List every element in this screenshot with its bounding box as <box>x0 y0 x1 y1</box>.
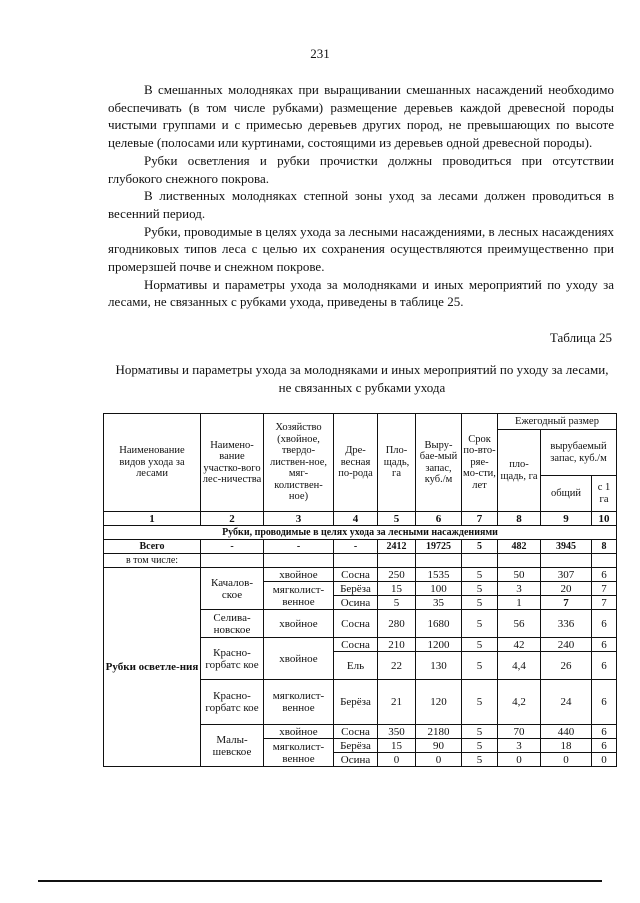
including-label: в том числе: <box>104 554 201 568</box>
total-label: Всего <box>104 540 201 554</box>
forestry-cell: Красно-горбатс кое <box>201 638 264 680</box>
farm-cell: хвойное <box>264 568 334 582</box>
col-number: 8 <box>498 512 541 526</box>
table-cell: 482 <box>498 540 541 554</box>
table-cell: 280 <box>378 610 416 638</box>
table-cell: 5 <box>462 739 498 753</box>
header-stock: Выру-бае-мый запас, куб./м <box>416 414 462 512</box>
table-cell: 5 <box>462 568 498 582</box>
table-cell: 18 <box>541 739 592 753</box>
table-cell: 24 <box>541 680 592 725</box>
header-total: общий <box>541 476 592 512</box>
table-cell: 336 <box>541 610 592 638</box>
table-cell: 4,4 <box>498 652 541 680</box>
table-cell: 2412 <box>378 540 416 554</box>
table-cell: 6 <box>592 568 617 582</box>
table-cell: 5 <box>378 596 416 610</box>
table-cell: 8 <box>592 540 617 554</box>
table-cell: 0 <box>498 753 541 767</box>
table-cell: 1680 <box>416 610 462 638</box>
species-cell: Ель <box>334 652 378 680</box>
header-forestry: Наимено-вание участко-вого лес-ничества <box>201 414 264 512</box>
table-cell: 5 <box>462 638 498 652</box>
table-label: Таблица 25 <box>549 330 612 345</box>
table-cell: 250 <box>378 568 416 582</box>
farm-cell: мягколист-венное <box>264 582 334 610</box>
section-title: Рубки, проводимые в целях ухода за лесными насаждениями <box>104 526 617 540</box>
table-cell: 35 <box>416 596 462 610</box>
body-text <box>108 81 614 311</box>
table-cell: 21 <box>378 680 416 725</box>
table-cell: 307 <box>541 568 592 582</box>
table-cell: 3945 <box>541 540 592 554</box>
table-cell: 1 <box>498 596 541 610</box>
header-period: Срок по-вто-ряе-мо-сти, лет <box>462 414 498 512</box>
table-cell: 15 <box>378 582 416 596</box>
species-cell: Сосна <box>334 638 378 652</box>
farm-cell: хвойное <box>264 638 334 680</box>
header-area: Пло-щадь, га <box>378 414 416 512</box>
table-cell: 70 <box>498 725 541 739</box>
table-cell: 1200 <box>416 638 462 652</box>
paragraph-2: Рубки осветления и рубки прочистки должны проводиться при отсутствии глубокого снежного покрова. <box>108 152 614 186</box>
table-cell: 5 <box>462 652 498 680</box>
table-cell: 3 <box>498 582 541 596</box>
table-cell: 0 <box>416 753 462 767</box>
species-cell: Осина <box>334 596 378 610</box>
forestry-cell: Красно-горбатс кое <box>201 680 264 725</box>
table-cell: 5 <box>462 610 498 638</box>
header-annual-area: пло-щадь, га <box>498 430 541 512</box>
table-cell: 100 <box>416 582 462 596</box>
table-cell: 240 <box>541 638 592 652</box>
header-farm: Хозяйство (хвойное, твердо-листвен-ное, мяг-колиствен-ное) <box>264 414 334 512</box>
header-per-ha: с 1 га <box>592 476 617 512</box>
col-number: 10 <box>592 512 617 526</box>
table-cell: 26 <box>541 652 592 680</box>
table-cell: 0 <box>592 753 617 767</box>
col-number: 5 <box>378 512 416 526</box>
table-cell: 1535 <box>416 568 462 582</box>
farm-cell: хвойное <box>264 610 334 638</box>
paragraph-3: В лиственных молодняках степной зоны уход за лесами должен проводиться в весенний период. <box>108 188 614 221</box>
forestry-cell: Селива-новское <box>201 610 264 638</box>
table-cell: 120 <box>416 680 462 725</box>
col-number: 3 <box>264 512 334 526</box>
table-cell: 2180 <box>416 725 462 739</box>
col-number: 7 <box>462 512 498 526</box>
species-cell: Сосна <box>334 610 378 638</box>
table-cell: 7 <box>592 582 617 596</box>
header-cut-stock: вырубаемый запас, куб./м <box>541 430 617 476</box>
farm-cell: мягколист-венное <box>264 739 334 767</box>
table-cell: 440 <box>541 725 592 739</box>
table-cell: 130 <box>416 652 462 680</box>
species-cell: Осина <box>334 753 378 767</box>
footer-divider <box>38 880 602 882</box>
species-cell: Сосна <box>334 725 378 739</box>
col-number: 6 <box>416 512 462 526</box>
table-cell: 20 <box>541 582 592 596</box>
table-cell: 6 <box>592 610 617 638</box>
species-cell: Берёза <box>334 680 378 725</box>
col-number: 9 <box>541 512 592 526</box>
table-cell: 15 <box>378 739 416 753</box>
col-number: 4 <box>334 512 378 526</box>
table-cell: 6 <box>592 725 617 739</box>
table-cell: 3 <box>498 739 541 753</box>
table-cell: - <box>264 540 334 554</box>
table-cell: 5 <box>462 753 498 767</box>
table-cell: 5 <box>462 582 498 596</box>
table-cell: 6 <box>592 680 617 725</box>
forestry-cell: Малы-шевское <box>201 725 264 767</box>
table-cell: 210 <box>378 638 416 652</box>
table-cell: 42 <box>498 638 541 652</box>
table-cell: 6 <box>592 652 617 680</box>
farm-cell: мягколист-венное <box>264 680 334 725</box>
table-cell: 90 <box>416 739 462 753</box>
farm-cell: хвойное <box>264 725 334 739</box>
paragraph-4: Рубки, проводимые в целях ухода за лесными насаждениями, в лесных насаждениях ягодниковых типов леса с целью их сохранения осуществляются преимущественно при промерзшей почве и снежном покрове. <box>108 223 614 275</box>
species-cell: Берёза <box>334 739 378 753</box>
table-cell: 19725 <box>416 540 462 554</box>
col-number: 2 <box>201 512 264 526</box>
forestry-cell: Качалов-ское <box>201 568 264 610</box>
table-cell: 5 <box>462 680 498 725</box>
paragraph-1: В смешанных молодняках при выращивании смешанных насаждений необходимо обеспечивать (в том числе рубками) размещение деревьев каждой древесной породы чистыми группами и с примесью деревьев других пород, не превышающих по высоте целевые (полосами или куртинами, состоящими из деревьев одной древесной породы). <box>108 82 614 151</box>
col-number: 1 <box>104 512 201 526</box>
page-number: 231 <box>310 46 330 61</box>
norms-table <box>103 413 617 767</box>
table-cell: 350 <box>378 725 416 739</box>
table-cell: 5 <box>462 540 498 554</box>
table-cell: 5 <box>462 596 498 610</box>
table-row <box>104 568 617 582</box>
header-annual: Ежегодный размер <box>498 414 617 430</box>
species-cell: Берёза <box>334 582 378 596</box>
table-cell: 6 <box>592 739 617 753</box>
table-cell: 0 <box>541 753 592 767</box>
table-cell: 56 <box>498 610 541 638</box>
species-cell: Сосна <box>334 568 378 582</box>
table-cell: 7 <box>541 596 592 610</box>
activity-cell: Рубки осветле-ния <box>104 568 201 767</box>
table-title: Нормативы и параметры ухода за молодняками и иных мероприятий по уходу за лесами, не связанных с рубками ухода <box>115 362 609 395</box>
table-cell: 22 <box>378 652 416 680</box>
table-cell: 5 <box>462 725 498 739</box>
table-cell: - <box>201 540 264 554</box>
table-cell: - <box>334 540 378 554</box>
header-activity: Наименование видов ухода за лесами <box>104 414 201 512</box>
header-species: Дре-весная по-рода <box>334 414 378 512</box>
table-cell: 4,2 <box>498 680 541 725</box>
paragraph-5: Нормативы и параметры ухода за молодняками и иных мероприятий по уходу за лесами, не связанных с рубками ухода, приведены в таблице 25. <box>108 276 614 310</box>
table-cell: 0 <box>378 753 416 767</box>
total-row <box>104 540 617 554</box>
table-cell: 6 <box>592 638 617 652</box>
table-cell: 50 <box>498 568 541 582</box>
table-cell: 7 <box>592 596 617 610</box>
